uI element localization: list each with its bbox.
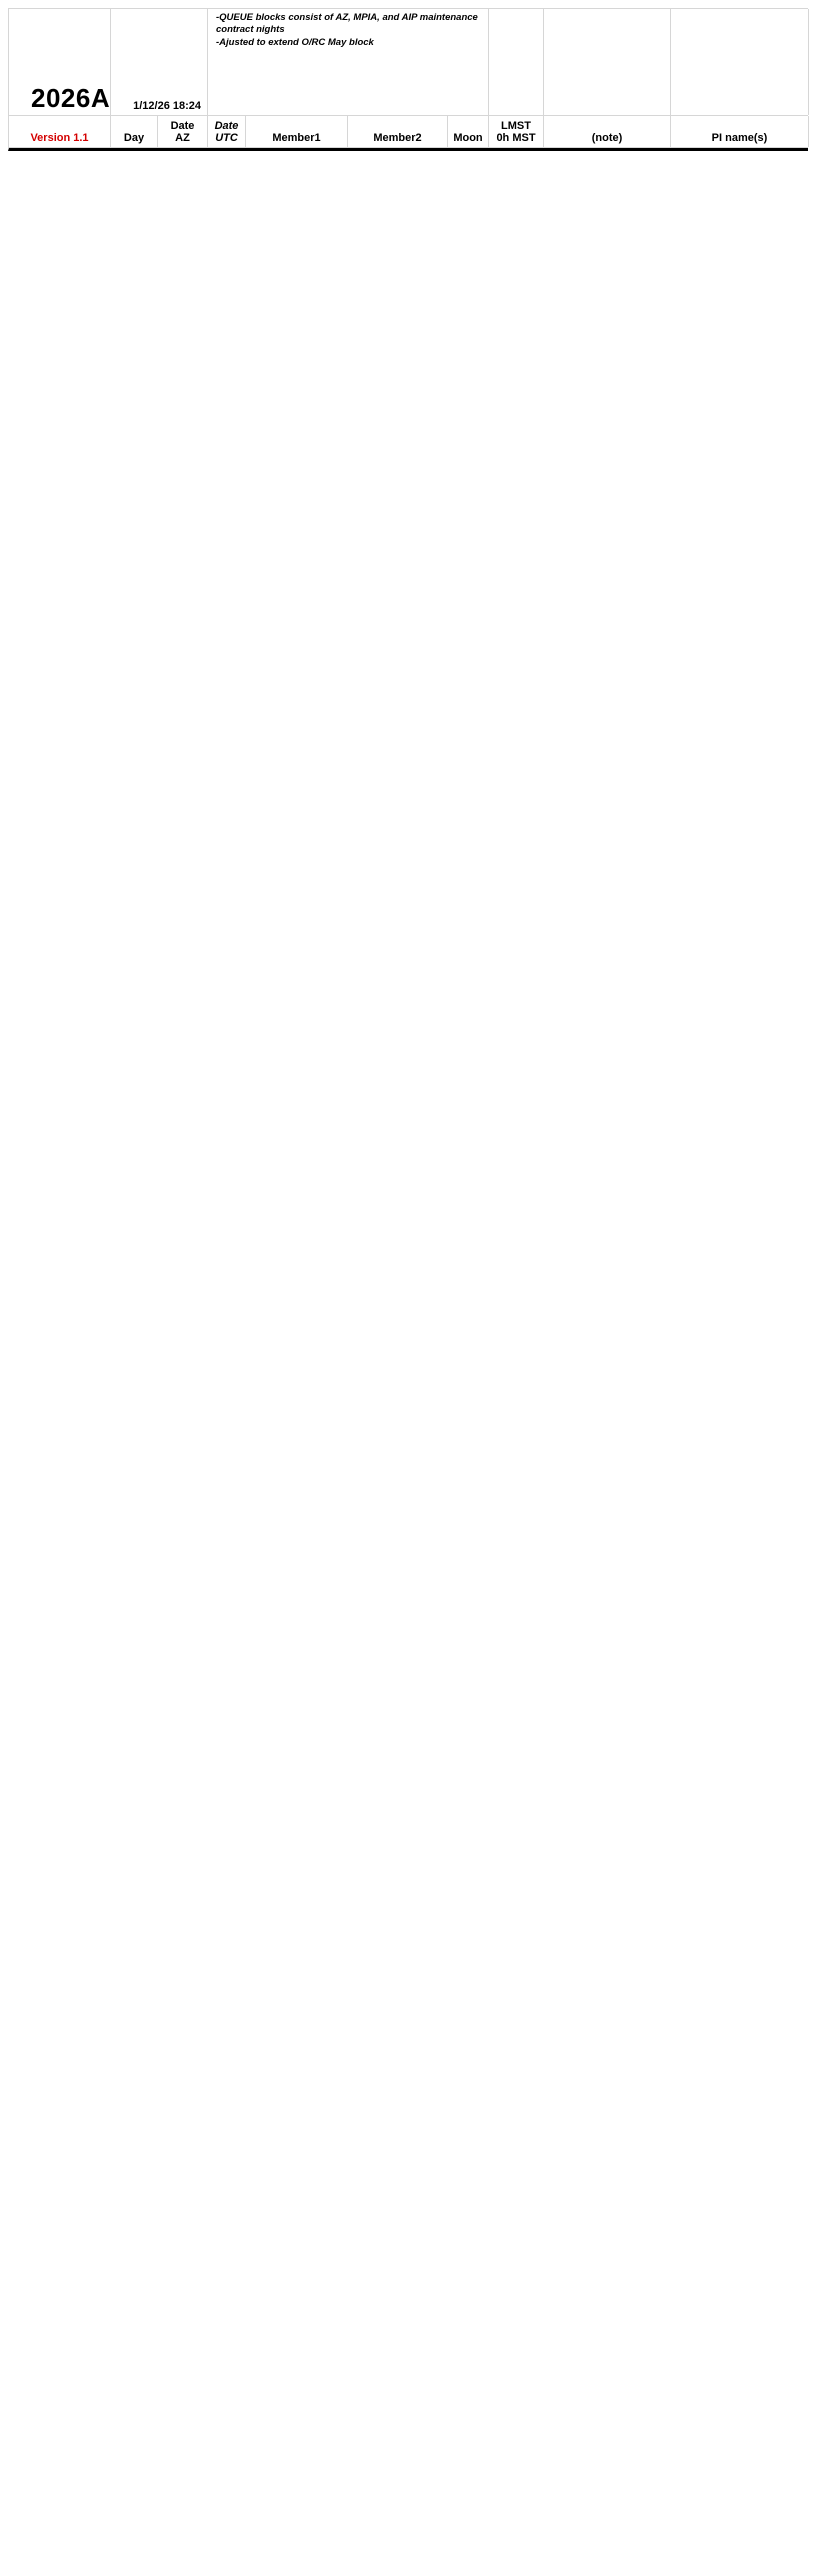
column-header-row: [8, 115, 808, 148]
spreadsheet: [8, 8, 808, 151]
generated-cell[interactable]: [111, 9, 208, 115]
column-header-pi[interactable]: PI name(s): [671, 116, 809, 147]
column-header-date-utc[interactable]: Date UTC: [208, 116, 246, 147]
column-header-note[interactable]: (note): [544, 116, 671, 147]
sheet-title: 2026A: [31, 83, 111, 113]
title-cell[interactable]: [9, 9, 111, 115]
column-header-day[interactable]: Day: [111, 116, 158, 147]
notes-cell[interactable]: [208, 9, 489, 115]
note-line-1: -QUEUE blocks consist of AZ, MPIA, and AIP maintenance: [216, 12, 478, 23]
empty-title-cell: [544, 9, 671, 115]
title-block: [8, 8, 808, 115]
empty-title-cell: [671, 9, 809, 115]
generated-timestamp: 1/12/26 18:24: [133, 100, 201, 112]
column-header-date-az[interactable]: Date AZ: [158, 116, 208, 147]
version-label[interactable]: Version 1.1: [9, 116, 111, 147]
note-line-2: contract nights: [216, 24, 285, 36]
empty-title-cell: [489, 9, 544, 115]
schedule-rows: [8, 148, 808, 151]
note-line-3: -Ajusted to extend O/RC May block: [216, 36, 374, 48]
sheet-notes: [208, 9, 488, 49]
column-header-lmst[interactable]: LMST 0h MST: [489, 116, 544, 147]
column-header-member1[interactable]: Member1: [246, 116, 348, 147]
column-header-moon[interactable]: Moon: [448, 116, 489, 147]
column-header-member2[interactable]: Member2: [348, 116, 448, 147]
